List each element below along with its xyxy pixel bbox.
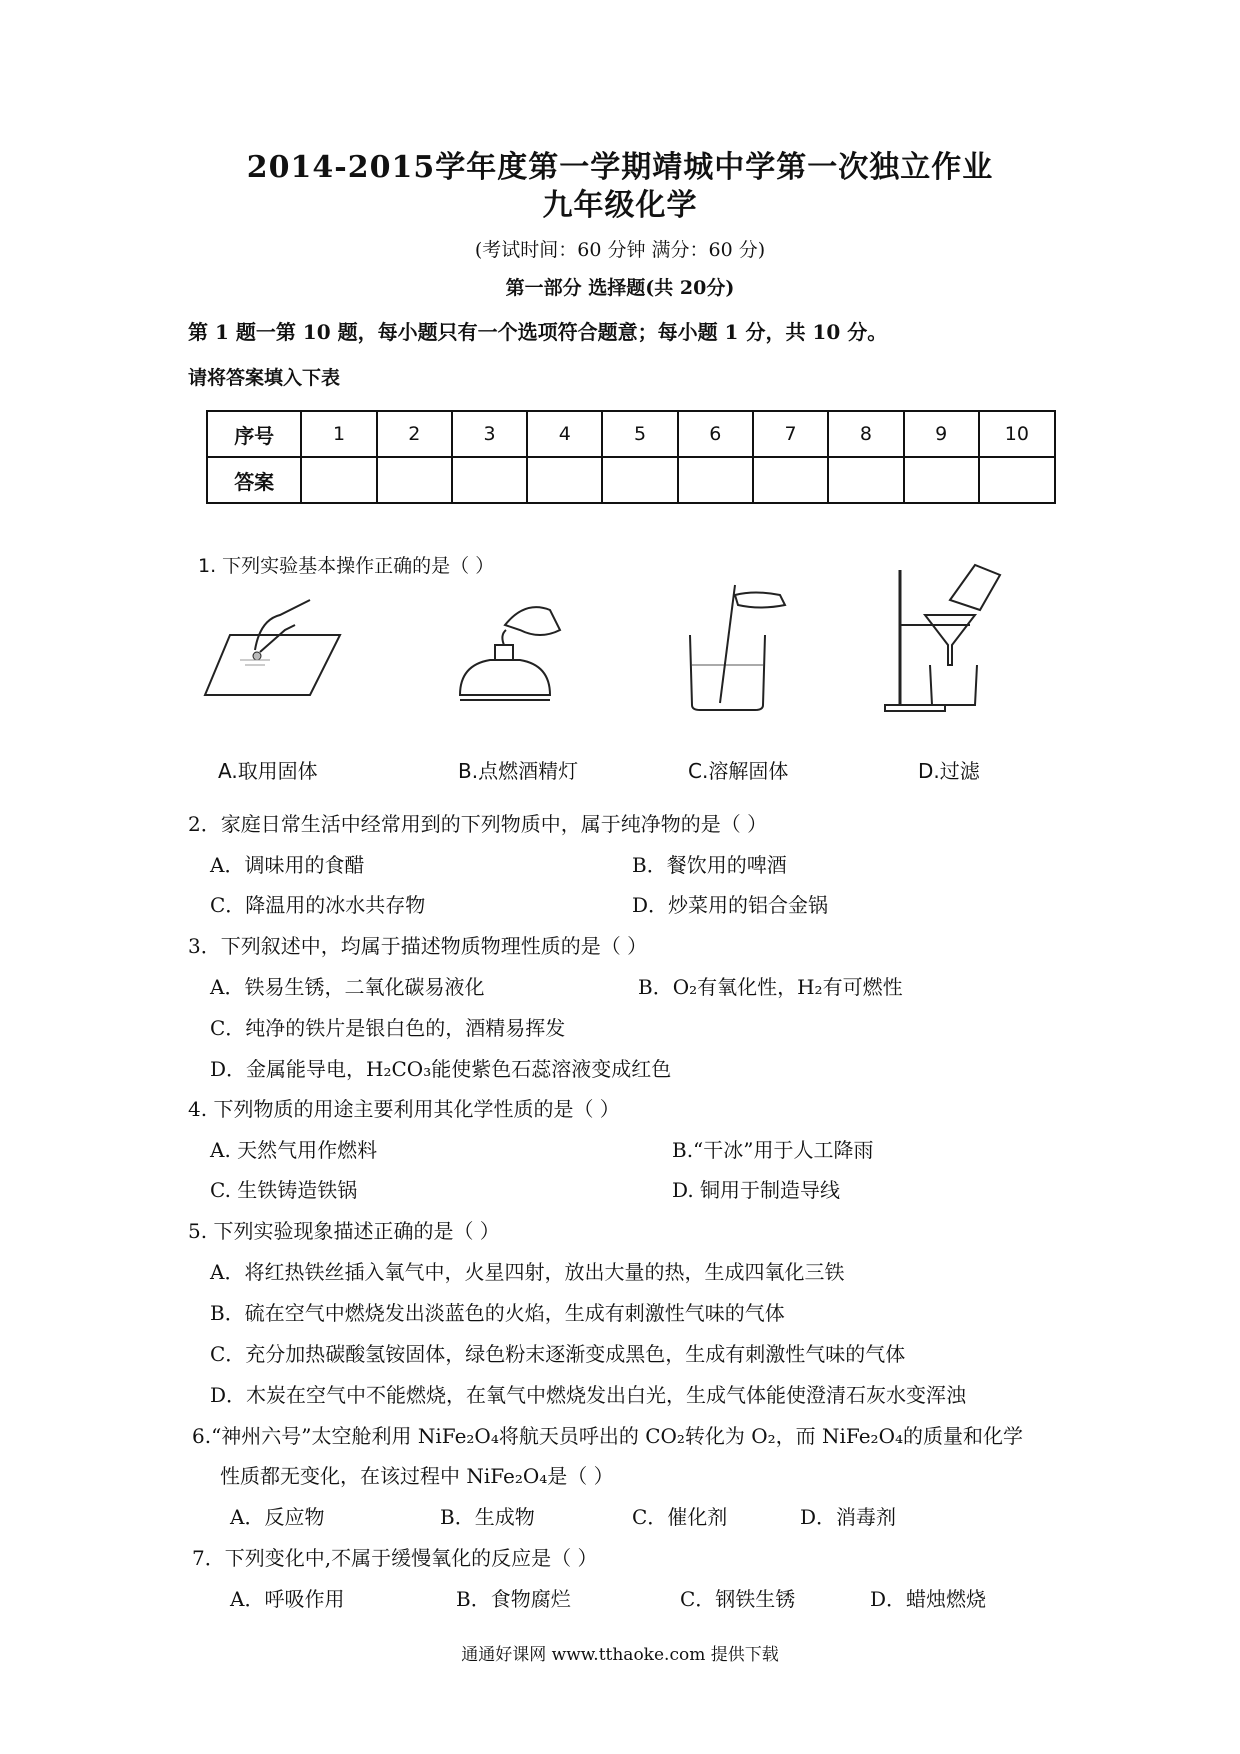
answer-cell[interactable] [828, 457, 903, 503]
q3-option-c: C．纯净的铁片是银白色的，酒精易挥发 [210, 1016, 566, 1040]
page-footer: 通通好课网 www.tthaoke.com 提供下载 [461, 1645, 779, 1665]
q2-option-c: C．降温用的冰水共存物 [210, 893, 426, 917]
answer-cell[interactable] [904, 457, 979, 503]
fill-table-note: 请将答案填入下表 [188, 367, 341, 389]
stirring-beaker-icon [680, 575, 790, 715]
answer-table-number: 8 [828, 411, 903, 457]
q7-option-c: C．钢铁生锈 [680, 1587, 796, 1611]
answer-cell[interactable] [979, 457, 1055, 503]
q6-stem-line2: 性质都无变化，在该过程中 NiFe₂O₄是（ ） [220, 1464, 614, 1488]
subject-title: 九年级化学 [542, 188, 698, 223]
answer-cell[interactable] [377, 457, 452, 503]
q1-caption-b: B.点燃酒精灯 [458, 759, 579, 783]
q6-stem-line1: 6.“神州六号”太空舱利用 NiFe₂O₄将航天员呼出的 CO₂转化为 O₂，而 NiFe₂O₄的质量和化学 [192, 1424, 1023, 1448]
answer-table [206, 410, 1056, 504]
answer-table-number: 7 [753, 411, 828, 457]
q2-option-d: D．炒菜用的铝合金锅 [632, 893, 829, 917]
q5-option-c: C．充分加热碳酸氢铵固体，绿色粉末逐渐变成黑色，生成有刺激性气味的气体 [210, 1342, 906, 1366]
answer-cell[interactable] [753, 457, 828, 503]
part-title: 第一部分 选择题(共 20分) [505, 277, 735, 299]
instruction-text: 第 1 题一第 10 题，每小题只有一个选项符合题意；每小题 1 分，共 10 分。 [188, 320, 888, 344]
q1-stem: 1. 下列实验基本操作正确的是（ ） [198, 555, 495, 577]
q5-option-a: A．将红热铁丝插入氧气中，火星四射，放出大量的热，生成四氧化三铁 [210, 1260, 845, 1284]
q2-option-b: B．餐饮用的啤酒 [632, 853, 787, 877]
answer-table-number: 5 [602, 411, 677, 457]
q4-option-a: A. 天然气用作燃料 [210, 1138, 378, 1162]
answer-cell[interactable] [301, 457, 376, 503]
q6-option-a: A．反应物 [230, 1505, 325, 1529]
answer-table-number: 1 [301, 411, 376, 457]
q7-option-b: B．食物腐烂 [456, 1587, 571, 1611]
q4-option-d: D. 铜用于制造导线 [672, 1178, 841, 1202]
exam-info: (考试时间：60 分钟 满分：60 分) [474, 239, 766, 261]
q3-option-b: B．O₂有氧化性，H₂有可燃性 [638, 975, 903, 999]
q6-option-c: C．催化剂 [632, 1505, 728, 1529]
q5-option-b: B．硫在空气中燃烧发出淡蓝色的火焰，生成有刺激性气味的气体 [210, 1301, 785, 1325]
q6-option-b: B．生成物 [440, 1505, 535, 1529]
exam-title: 2014-2015学年度第一学期靖城中学第一次独立作业 [246, 150, 994, 185]
q1-caption-a: A.取用固体 [218, 759, 318, 783]
answer-table-answer-label: 答案 [207, 457, 301, 503]
filtration-funnel-stand-icon [880, 560, 1010, 715]
q4-stem: 4. 下列物质的用途主要利用其化学性质的是（ ） [188, 1097, 620, 1121]
q2-stem: 2．家庭日常生活中经常用到的下列物质中，属于纯净物的是（ ） [188, 812, 768, 836]
q3-option-a: A．铁易生锈，二氧化碳易液化 [210, 975, 485, 999]
answer-cell[interactable] [527, 457, 602, 503]
q7-stem: 7．下列变化中,不属于缓慢氧化的反应是（ ） [192, 1546, 598, 1570]
answer-table-number-label: 序号 [207, 411, 301, 457]
q6-option-d: D．消毒剂 [800, 1505, 897, 1529]
q7-option-a: A．呼吸作用 [230, 1587, 345, 1611]
q2-option-a: A．调味用的食醋 [210, 853, 365, 877]
answer-cell[interactable] [678, 457, 753, 503]
q1-caption-c: C.溶解固体 [688, 759, 789, 783]
answer-table-number-row [207, 411, 1055, 457]
answer-cell[interactable] [452, 457, 527, 503]
answer-cell[interactable] [602, 457, 677, 503]
hand-tweezers-solid-icon [200, 590, 350, 710]
answer-table-number: 6 [678, 411, 753, 457]
q4-option-b: B.“干冰”用于人工降雨 [672, 1138, 874, 1162]
q3-option-d: D．金属能导电，H₂CO₃能使紫色石蕊溶液变成红色 [210, 1057, 672, 1081]
answer-table-number: 9 [904, 411, 979, 457]
answer-table-number: 2 [377, 411, 452, 457]
q7-option-d: D．蜡烛燃烧 [870, 1587, 987, 1611]
answer-table-number: 4 [527, 411, 602, 457]
answer-table-number: 10 [979, 411, 1055, 457]
q4-option-c: C. 生铁铸造铁锅 [210, 1178, 358, 1202]
answer-table-answer-row [207, 457, 1055, 503]
answer-table-number: 3 [452, 411, 527, 457]
q5-option-d: D．木炭在空气中不能燃烧，在氧气中燃烧发出白光，生成气体能使澄清石灰水变浑浊 [210, 1383, 967, 1407]
q5-stem: 5. 下列实验现象描述正确的是（ ） [188, 1219, 500, 1243]
q1-caption-d: D.过滤 [918, 759, 980, 783]
lighting-alcohol-lamp-icon [450, 595, 570, 715]
q3-stem: 3．下列叙述中，均属于描述物质物理性质的是（ ） [188, 934, 648, 958]
